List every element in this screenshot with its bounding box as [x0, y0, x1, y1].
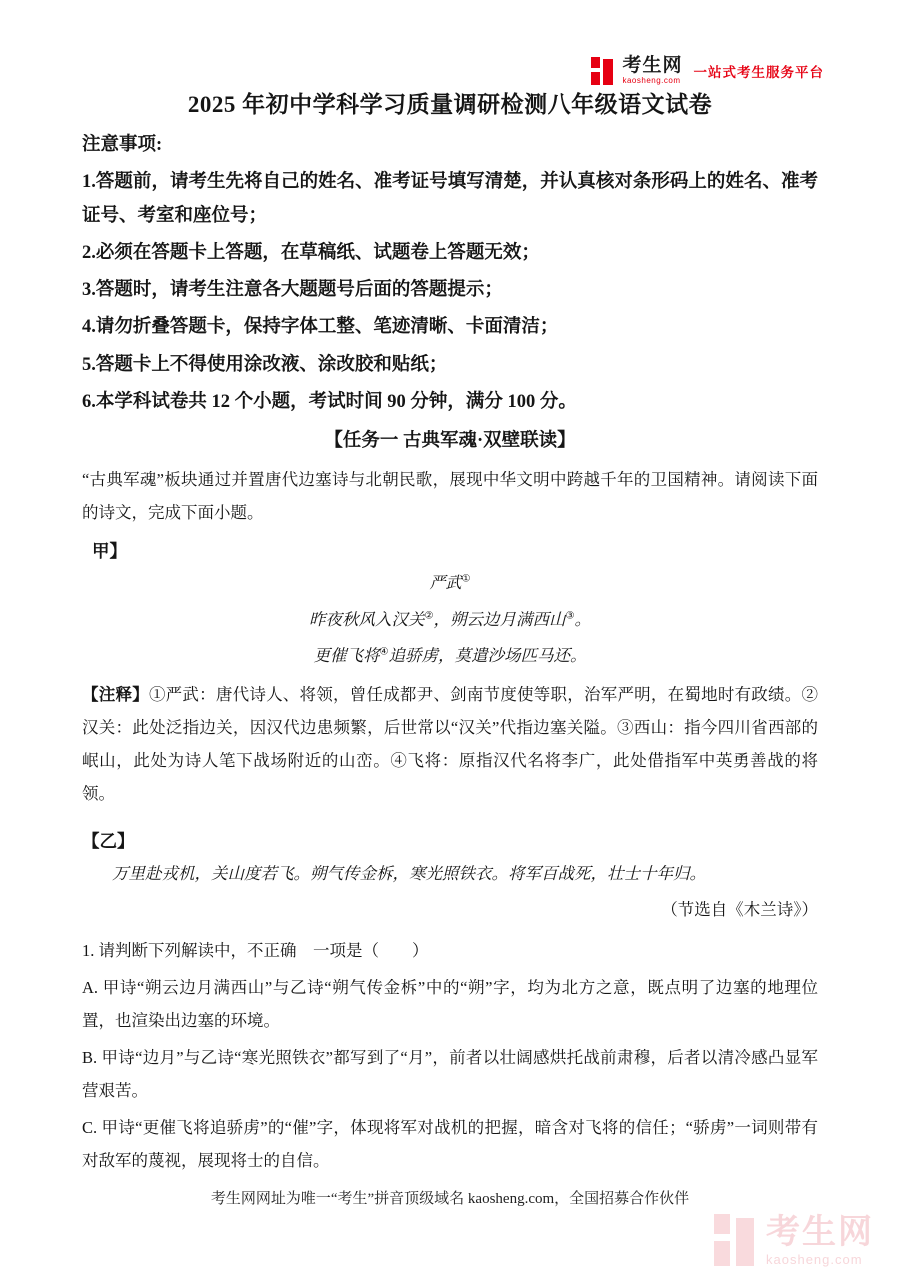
verse-segment: ，朔云边月满西山 [433, 609, 566, 629]
notice-item-1: 1.答题前，请考生先将自己的姓名、准考证号填写清楚，并认真核对条形码上的姓名、准考证号、考室和座位号； [82, 172, 818, 226]
footnote-ref-1: ① [461, 574, 471, 586]
question-1-option-a: A. 甲诗“朔云边月满西山”与乙诗“朔气传金柝”中的“朔”字，均为北方之意，既点明了边塞的地理位置，也渲染出边塞的环境。 [82, 977, 818, 1030]
poem-jia-label: 甲】 [92, 540, 127, 561]
poem-yi-line: 万里赴戎机，关山度若飞。朔气传金柝，寒光照铁衣。将军百战死，壮士十年归。 [112, 864, 706, 884]
verse-segment: 昨夜秋风入汉关 [309, 609, 425, 629]
watermark-text [766, 1212, 874, 1267]
poem-jia-line-1 [82, 602, 818, 638]
kaosheng-logo-icon [591, 57, 615, 85]
poem-yi-label: 【乙】 [82, 830, 135, 851]
watermark-name: 考生网 [766, 1212, 874, 1251]
question-1-option-c: C. 甲诗“更催飞将追骄虏”的“催”字，体现将军对战机的把握，暗含对飞将的信任；“骄虏”一词则带有对敌军的蔑视，展现将士的自信。 [82, 1117, 818, 1170]
logo-block [736, 1218, 754, 1266]
annotations-label: 【注释】 [82, 685, 149, 705]
brand-tagline: 一站式考生服务平台 [693, 64, 824, 80]
brand-name [622, 56, 682, 85]
footnote-ref-4: ④ [379, 646, 389, 658]
footnote-ref-2: ② [424, 610, 434, 622]
brand-name-cn: 考生网 [622, 55, 683, 76]
verse-segment: 追骄虏，莫遣沙场匹马还。 [388, 645, 587, 665]
task-intro: “古典军魂”板块通过并置唐代边塞诗与北朝民歌，展现中华文明中跨越千年的卫国精神。请阅读下面的诗文，完成下面小题。 [82, 469, 818, 522]
verse-segment: 。 [574, 609, 591, 629]
verse-segment: 更催飞将 [313, 645, 380, 665]
page-title: 2025 年初中学科学习质量调研检测八年级语文试卷 [187, 92, 713, 117]
logo-block [591, 72, 600, 85]
poem-annotations [82, 678, 818, 810]
notice-heading: 注意事项: [82, 135, 163, 155]
kaosheng-watermark [714, 1214, 874, 1266]
annotations-text: ①严武：唐代诗人、将领，曾任成都尹、剑南节度使等职，治军严明，在蜀地时有政绩。②汉关：此处泛指边关，因汉代边患频繁，后世常以“汉关”代指边塞关隘。③西山：指今四川省西部的岷山，此处为诗人笔下战场附近的山峦。④飞将：原指汉代名将李广，此处借指军中英勇善战的将领。 [82, 685, 819, 804]
kaosheng-watermark-icon [714, 1214, 758, 1266]
watermark-domain: kaosheng.com [766, 1251, 863, 1267]
notice-item-5: 5.答题卡上不得使用涂改液、涂改胶和贴纸； [82, 354, 448, 375]
notice-item-3: 3.答题时，请考生注意各大题题号后面的答题提示； [82, 280, 503, 301]
question-1-option-b: B. 甲诗“边月”与乙诗“寒光照铁衣”都写到了“月”，前者以壮阔感烘托战前肃穆，后者以清冷感凸显军营艰苦。 [82, 1047, 818, 1100]
notice-item-4: 4.请勿折叠答题卡，保持字体工整、笔迹清晰、卡面清洁； [82, 317, 559, 338]
notice-item-6: 6.本学科试卷共 12 个小题，考试时间 90 分钟，满分 100 分。 [82, 392, 577, 413]
question-1-stem: 1. 请判断下列解读中，不正确 一项是（ ） [82, 940, 429, 960]
document-content [0, 86, 900, 1177]
poem-jia-title [82, 566, 818, 601]
task-one-heading: 【任务一 古典军魂·双壁联读】 [324, 431, 576, 452]
footnote-ref-3: ③ [565, 610, 575, 622]
poem-jia-title-text: 严武 [429, 575, 462, 593]
kaosheng-logo [591, 56, 824, 85]
poem-yi-source: （节选自《木兰诗》） [661, 899, 818, 919]
brand-domain: kaosheng.com [622, 76, 681, 85]
footer-note: 考生网网址为唯一“考生”拼音顶级域名 kaosheng.com，全国招募合作伙伴 [210, 1191, 690, 1207]
logo-block [591, 57, 600, 68]
notice-item-2: 2.必须在答题卡上答题，在草稿纸、试题卷上答题无效； [82, 242, 540, 263]
poem-jia-line-2 [82, 638, 818, 674]
logo-block [714, 1241, 730, 1266]
logo-block [603, 59, 613, 85]
logo-block [714, 1214, 730, 1234]
